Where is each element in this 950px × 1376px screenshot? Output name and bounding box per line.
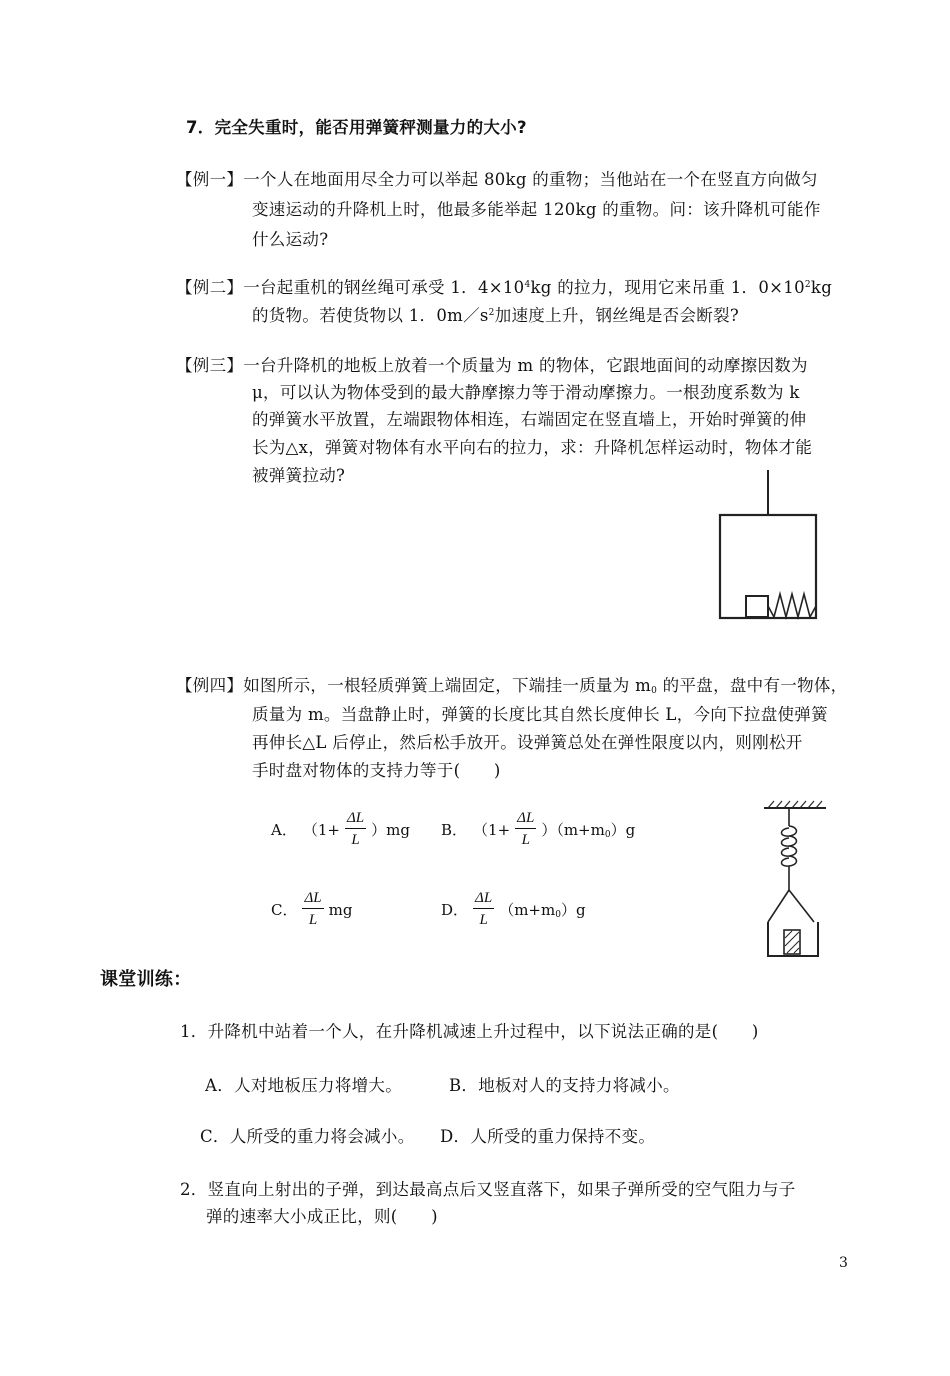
option-d: D． $\frac{\Delta L}{L}$ $(m+m_0)g$ xyxy=(441,890,586,928)
example-3-line-2: μ，可以认为物体受到的最大静摩擦力等于滑动摩擦力。一根劲度系数为 k xyxy=(252,383,800,402)
practice-q2-line-1: 2．竖直向上射出的子弹，到达最高点后又竖直落下，如果子弹所受的空气阻力与子 xyxy=(180,1180,796,1199)
spring-tray-diagram xyxy=(756,798,832,960)
example-2-line-2: 的货物。若使货物以 1．$0m/s^2$加速度上升，钢丝绳是否会断裂? xyxy=(252,306,740,325)
delta-l-over-l-fraction: $\frac{\Delta L}{L}$ xyxy=(517,810,535,848)
vertical-spring xyxy=(782,826,797,866)
practice-q1-option-d: D．人所受的重力保持不变。 xyxy=(440,1127,656,1146)
horizontal-spring xyxy=(768,594,816,617)
example-4-line-1: 【例四】如图所示，一根轻质弹簧上端固定，下端挂一质量为 $m_0$ 的平盘，盘中有一物体， xyxy=(176,676,848,696)
tray-string-right xyxy=(789,890,814,922)
practice-q2-line-2: 弹的速率大小成正比，则( ) xyxy=(206,1207,438,1226)
example-1-line-3: 什么运动? xyxy=(252,230,329,249)
practice-q1-stem: 1．升降机中站着一个人，在升降机减速上升过程中，以下说法正确的是( ) xyxy=(180,1022,759,1041)
delta-l-over-l-fraction: $\frac{\Delta L}{L}$ xyxy=(304,890,322,928)
object-hatching xyxy=(785,931,799,953)
example-4-label: 【例四】 xyxy=(176,676,244,695)
example-1-line-2: 变速运动的升降机上时，他最多能举起 120kg 的重物。问：该升降机可能作 xyxy=(252,200,821,219)
example-3-label: 【例三】 xyxy=(176,356,244,375)
example-2-line-1: 【例二】一台起重机的钢丝绳可承受 1．$4\times 10^4kg$ 的拉力，现用它来吊重 1．$0\times 10^2kg$ xyxy=(176,278,833,297)
example-3-line-1: 【例三】一台升降机的地板上放着一个质量为 m 的物体，它跟地面间的动摩擦因数为 xyxy=(176,356,808,375)
elevator-diagram xyxy=(712,468,824,624)
option-c: C． $\frac{\Delta L}{L}$ mg xyxy=(271,890,353,928)
example-3-line-5: 被弹簧拉动? xyxy=(252,466,346,485)
q7-title: 7．完全失重时，能否用弹簧秤测量力的大小? xyxy=(186,118,527,137)
practice-q1-option-c: C．人所受的重力将会减小。 xyxy=(200,1127,415,1146)
tray xyxy=(768,922,818,956)
example-1-line-1: 【例一】一个人在地面用尽全力可以举起 80kg 的重物；当他站在一个在竖直方向做匀 xyxy=(176,170,818,189)
example-4-line-3: 再伸长△L 后停止，然后松手放开。设弹簧总处在弹性限度以内，则刚松开 xyxy=(252,733,803,752)
practice-heading: 课堂训练： xyxy=(100,969,192,990)
block xyxy=(746,596,768,617)
example-3-line-3: 的弹簧水平放置，左端跟物体相连，右端固定在竖直墙上，开始时弹簧的伸 xyxy=(252,410,807,429)
ceiling-hatching xyxy=(768,801,822,808)
example-2-label: 【例二】 xyxy=(176,278,244,297)
option-a: A． （1+ $\frac{\Delta L}{L}$ ）mg xyxy=(271,810,410,848)
delta-l-over-l-fraction: $\frac{\Delta L}{L}$ xyxy=(346,810,365,848)
example-4-line-2: 质量为 m。当盘静止时，弹簧的长度比其自然长度伸长 L，今向下拉盘使弹簧 xyxy=(252,705,828,724)
example-4-line-4: 手时盘对物体的支持力等于( ) xyxy=(252,761,501,780)
practice-q1-option-b: B．地板对人的支持力将减小。 xyxy=(449,1076,680,1095)
example-3-line-4: 长为△x，弹簧对物体有水平向右的拉力，求：升降机怎样运动时，物体才能 xyxy=(252,438,813,457)
page-number: 3 xyxy=(839,1255,849,1271)
option-b: B． （1+ $\frac{\Delta L}{L}$ ）$(m+m_0)g$ xyxy=(441,810,636,848)
tray-string-left xyxy=(768,890,789,922)
practice-q1-option-a: A．人对地板压力将增大。 xyxy=(205,1076,403,1095)
example-1-label: 【例一】 xyxy=(176,170,244,189)
delta-l-over-l-fraction: $\frac{\Delta L}{L}$ xyxy=(475,890,493,928)
